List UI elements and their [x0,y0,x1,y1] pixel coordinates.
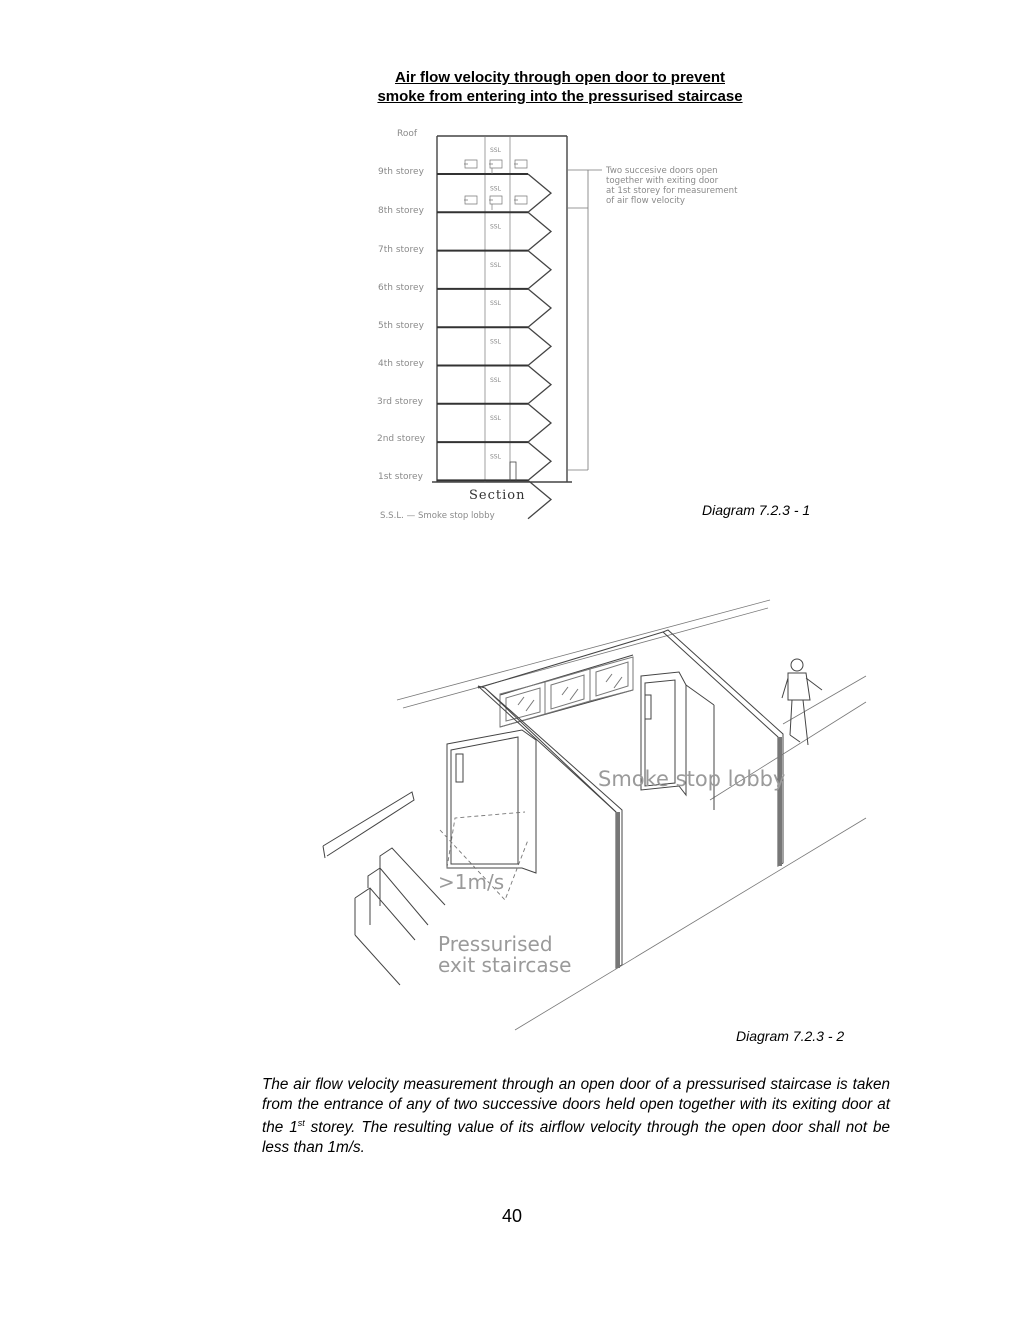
person-figure [782,659,822,745]
storey-label-roof: Roof [397,129,418,139]
storey-label-6: 6th storey [378,283,424,293]
paragraph-superscript: st [297,1118,305,1128]
storey-label-1: 1st storey [378,472,423,482]
ssl-labels [490,147,502,460]
isometric-diagram [323,600,866,1030]
stair-flight [528,327,551,365]
storey-label-4: 4th storey [378,359,424,369]
body-paragraph [262,1075,890,1157]
ssl-label: SSL [490,223,501,231]
page-number: 40 [501,1206,523,1226]
pressurised-label: Pressurised [438,932,553,956]
ssl-label: SSL [490,338,501,346]
ssl-label: SSL [490,415,501,423]
smoke-stop-lobby-label: Smoke stop lobby [598,767,786,791]
title-line-1: Air flow velocity through open door to prevent [394,69,725,86]
diagram-2-caption: Diagram 7.2.3 - 2 [736,1028,845,1044]
ssl-legend: S.S.L. — Smoke stop lobby [380,511,495,521]
annotation-line-2: together with exiting door [606,176,719,186]
paragraph-text-b: storey. The resulting value of its airflow velocity through the open door shall not be less than 1m/s. [262,1119,890,1156]
floor-slabs [437,174,528,480]
partition-wall-right [663,630,783,866]
staircase-handrail [323,792,414,858]
annotation-line-3: at 1st storey for measurement [606,186,738,196]
ssl-label: SSL [490,261,501,269]
stair-flight [528,289,551,327]
paragraph-text-a: The air flow velocity measurement through an open door of a pressurised staircase is taken from the entrance of any of two successive doors held open together with its exiting door at the 1 [262,1076,890,1137]
partition-wall-left [478,686,622,968]
stair-flight [528,480,551,518]
lobby-windows [500,657,633,727]
title-line-2: smoke from entering into the pressurised staircase [377,88,743,105]
stair-flight [528,251,551,289]
stair-flight [528,442,551,480]
annotation-line-1: Two succesive doors open [606,166,718,176]
exit-door [510,462,516,482]
storey-label-9: 9th storey [378,167,424,177]
ssl-label: SSL [490,185,501,193]
ssl-label: SSL [490,147,501,154]
stair-flight [528,404,551,442]
storey-labels [377,129,426,482]
diagram-1-caption: Diagram 7.2.3 - 1 [702,502,811,518]
stair-flights [528,174,551,519]
storey-label-5: 5th storey [378,321,424,331]
stair-flight [528,212,551,250]
staircase-steps [355,848,445,985]
ssl-label: SSL [490,453,501,461]
velocity-label: >1m/s [438,870,505,894]
ssl-label: SSL [490,300,501,308]
annotation-text [605,166,738,206]
storey-label-2: 2nd storey [377,434,426,444]
ssl-label: SSL [490,376,501,384]
storey-label-3: 3rd storey [377,397,423,407]
stair-flight [528,366,551,404]
section-diagram [377,129,738,521]
storey-label-8: 8th storey [378,206,424,216]
section-label: Section [469,488,526,503]
annotation-line-4: of air flow velocity [606,196,685,206]
stair-flight [528,174,551,212]
storey-label-7: 7th storey [378,245,424,255]
annotation-leader [567,170,602,470]
exit-staircase-label: exit staircase [438,953,572,977]
